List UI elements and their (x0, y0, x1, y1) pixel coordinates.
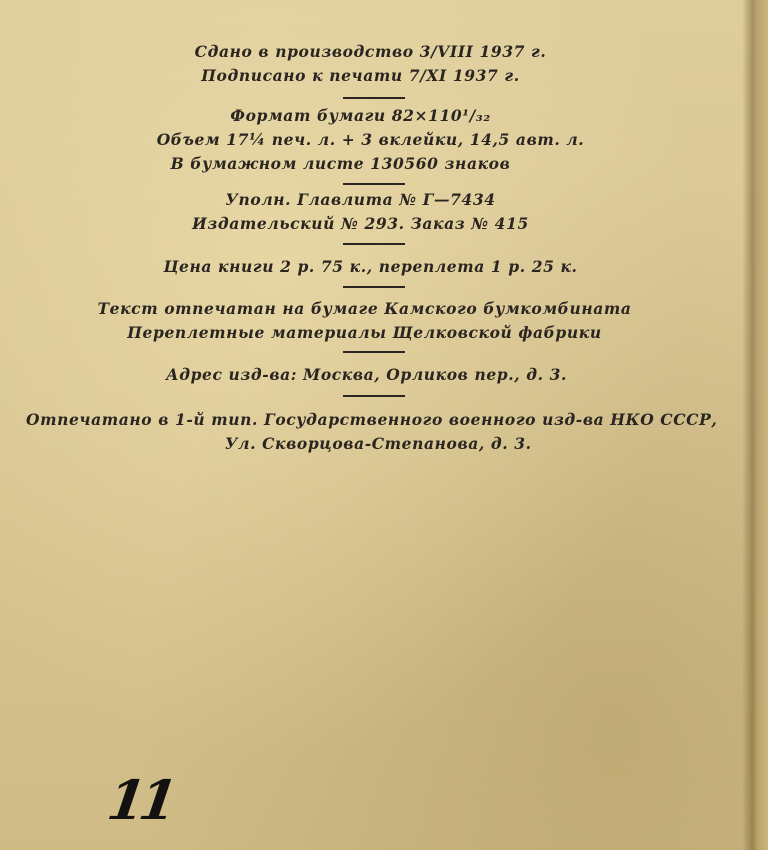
imprint-line-publisher-address: Адрес изд-ва: Москва, Орликов пер., д. 3. (166, 365, 567, 384)
divider-rule (343, 97, 405, 99)
imprint-line-order-number: Издательский № 293. Заказ № 415 (192, 214, 529, 233)
imprint-line-paper-format: Формат бумаги 82×110¹/₃₂ (230, 106, 491, 125)
imprint-line-production-date: Сдано в производство 3/VIII 1937 г. (194, 42, 547, 61)
imprint-line-printing-address: Ул. Скворцова-Степанова, д. 3. (225, 434, 532, 453)
ink-stamp-mark: 11 (103, 768, 176, 832)
page-edge-shadow (742, 0, 768, 850)
imprint-line-volume: Объем 17¼ печ. л. + 3 вклейки, 14,5 авт. л. (156, 130, 585, 149)
divider-rule (343, 351, 405, 353)
divider-rule (343, 395, 405, 397)
divider-rule (343, 243, 405, 245)
imprint-line-characters: В бумажном листе 130560 знаков (170, 154, 511, 173)
imprint-line-paper-source: Текст отпечатан на бумаге Камского бумкомбината (97, 299, 632, 318)
imprint-line-price: Цена книги 2 р. 75 к., переплета 1 р. 25 к. (163, 257, 578, 276)
imprint-line-print-signed-date: Подписано к печати 7/XI 1937 г. (201, 66, 520, 85)
divider-rule (343, 183, 405, 185)
imprint-line-censor: Уполн. Главлита № Г—7434 (225, 190, 496, 209)
imprint-line-printing-house: Отпечатано в 1-й тип. Государственного военного изд-ва НКО СССР, (26, 410, 718, 429)
imprint-line-binding-materials: Переплетные материалы Щелковской фабрики (127, 323, 602, 342)
divider-rule (343, 286, 405, 288)
